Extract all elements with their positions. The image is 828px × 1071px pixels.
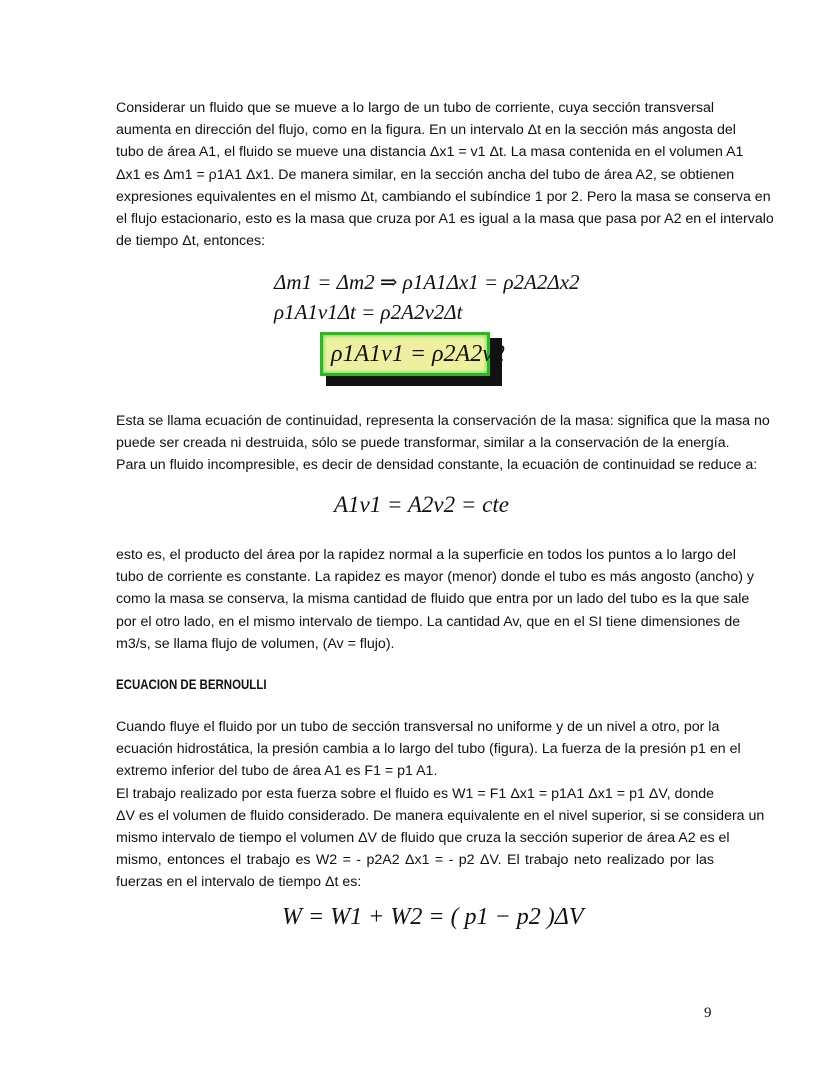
text-line: fuerzas en el intervalo de tiempo Δt es: [116, 874, 362, 891]
text-line: como la masa se conserva, la misma cantidad de fluido que entra por un lado del tubo es la que sale [116, 591, 750, 608]
text-line: esto es, el producto del área por la rapidez normal a la superficie en todos los puntos a lo largo del [116, 547, 736, 563]
highlighted-equation-box [320, 332, 505, 384]
text-line: puede ser creada ni destruida, sólo se puede transformar, similar a la conservación de la energía. [116, 435, 730, 452]
text-line: aumenta en dirección del flujo, como en la figura. En un intervalo Δt en la sección más angosta del [116, 122, 736, 139]
paragraph-volume-flow [116, 544, 755, 655]
text-line: El trabajo realizado por esta fuerza sobre el fluido es W1 = F1 Δx1 = p1A1 Δx1 = p1 ΔV, donde [116, 785, 714, 802]
equation-box-frame [320, 332, 505, 376]
text-line: Esta se llama ecuación de continuidad, representa la conservación de la masa: significa que la masa no [116, 413, 770, 429]
section-heading: ECUACION DE BERNOULLI [116, 676, 267, 692]
text-line: el flujo estacionario, esto es la masa que cruza por A1 es igual a la masa que pasa por A2 en el intervalo [116, 211, 774, 228]
text-line: ΔV es el volumen de fluido considerado. De manera equivalente en el nivel superior, si se considera un [116, 807, 765, 824]
text-line: Considerar un fluido que se mueve a lo largo de un tubo de corriente, cuya sección transversal [116, 100, 714, 116]
text-line: Para un fluido incompresible, es decir de densidad constante, la ecuación de continuidad se reduce a: [116, 457, 758, 474]
text-line: de tiempo Δt, entonces: [116, 233, 266, 250]
equation-continuity: ρ1A1v1 = ρ2A2v2 [331, 341, 505, 367]
paragraph-continuity-explanation [116, 410, 770, 477]
text-line: expresiones equivalentes en el mismo Δt, cambiando el subíndice 1 por 2. Pero la masa se conserva en [116, 188, 771, 205]
text-line: tubo de corriente es constante. La rapidez es mayor (menor) donde el tubo es más angosto (ancho) y [116, 569, 755, 586]
text-line: Δx1 es Δm1 = ρ1A1 Δx1. De manera similar, en la sección ancha del tubo de área A2, se obtienen [116, 166, 735, 183]
equation-net-work: W = W1 + W2 = ( p1 − p2 )ΔV [282, 904, 584, 930]
paragraph-continuity-intro [116, 97, 774, 252]
text-line: tubo de área A1, el fluido se mueve una distancia Δx1 = v1 Δt. La masa contenida en el volumen A1 [116, 144, 744, 161]
text-line: extremo inferior del tubo de área A1 es F1 = p1 A1. [116, 763, 438, 780]
text-line: m3/s, se llama flujo de volumen, (Av = flujo). [116, 635, 395, 652]
page-number: 9 [704, 1005, 712, 1021]
text-line: Cuando fluye el fluido por un tubo de sección transversal no uniforme y de un nivel a otro, por la [116, 719, 720, 735]
equation-incompressible: A1v1 = A2v2 = cte [334, 492, 509, 517]
text-line: mismo intervalo de tiempo el volumen ΔV de fluido que cruza la sección superior de área A2 es el [116, 830, 730, 847]
paragraph-bernoulli [116, 716, 765, 894]
equation-mass-rate: ρ1A1v1Δt = ρ2A2v2Δt [274, 300, 463, 324]
text-line: mismo, entonces el trabajo es W2 = - p2A2 Δx1 = - p2 ΔV. El trabajo neto realizado por las [116, 852, 714, 869]
equation-mass-conservation: Δm1 = Δm2 ⇒ ρ1A1Δx1 = ρ2A2Δx2 [274, 270, 580, 294]
text-line: por el otro lado, en el mismo intervalo de tiempo. La cantidad Av, que en el SI tiene dimensiones de [116, 613, 741, 630]
text-line: ecuación hidrostática, la presión cambia a lo largo del tubo (figura). La fuerza de la presión p1 en el [116, 741, 741, 758]
